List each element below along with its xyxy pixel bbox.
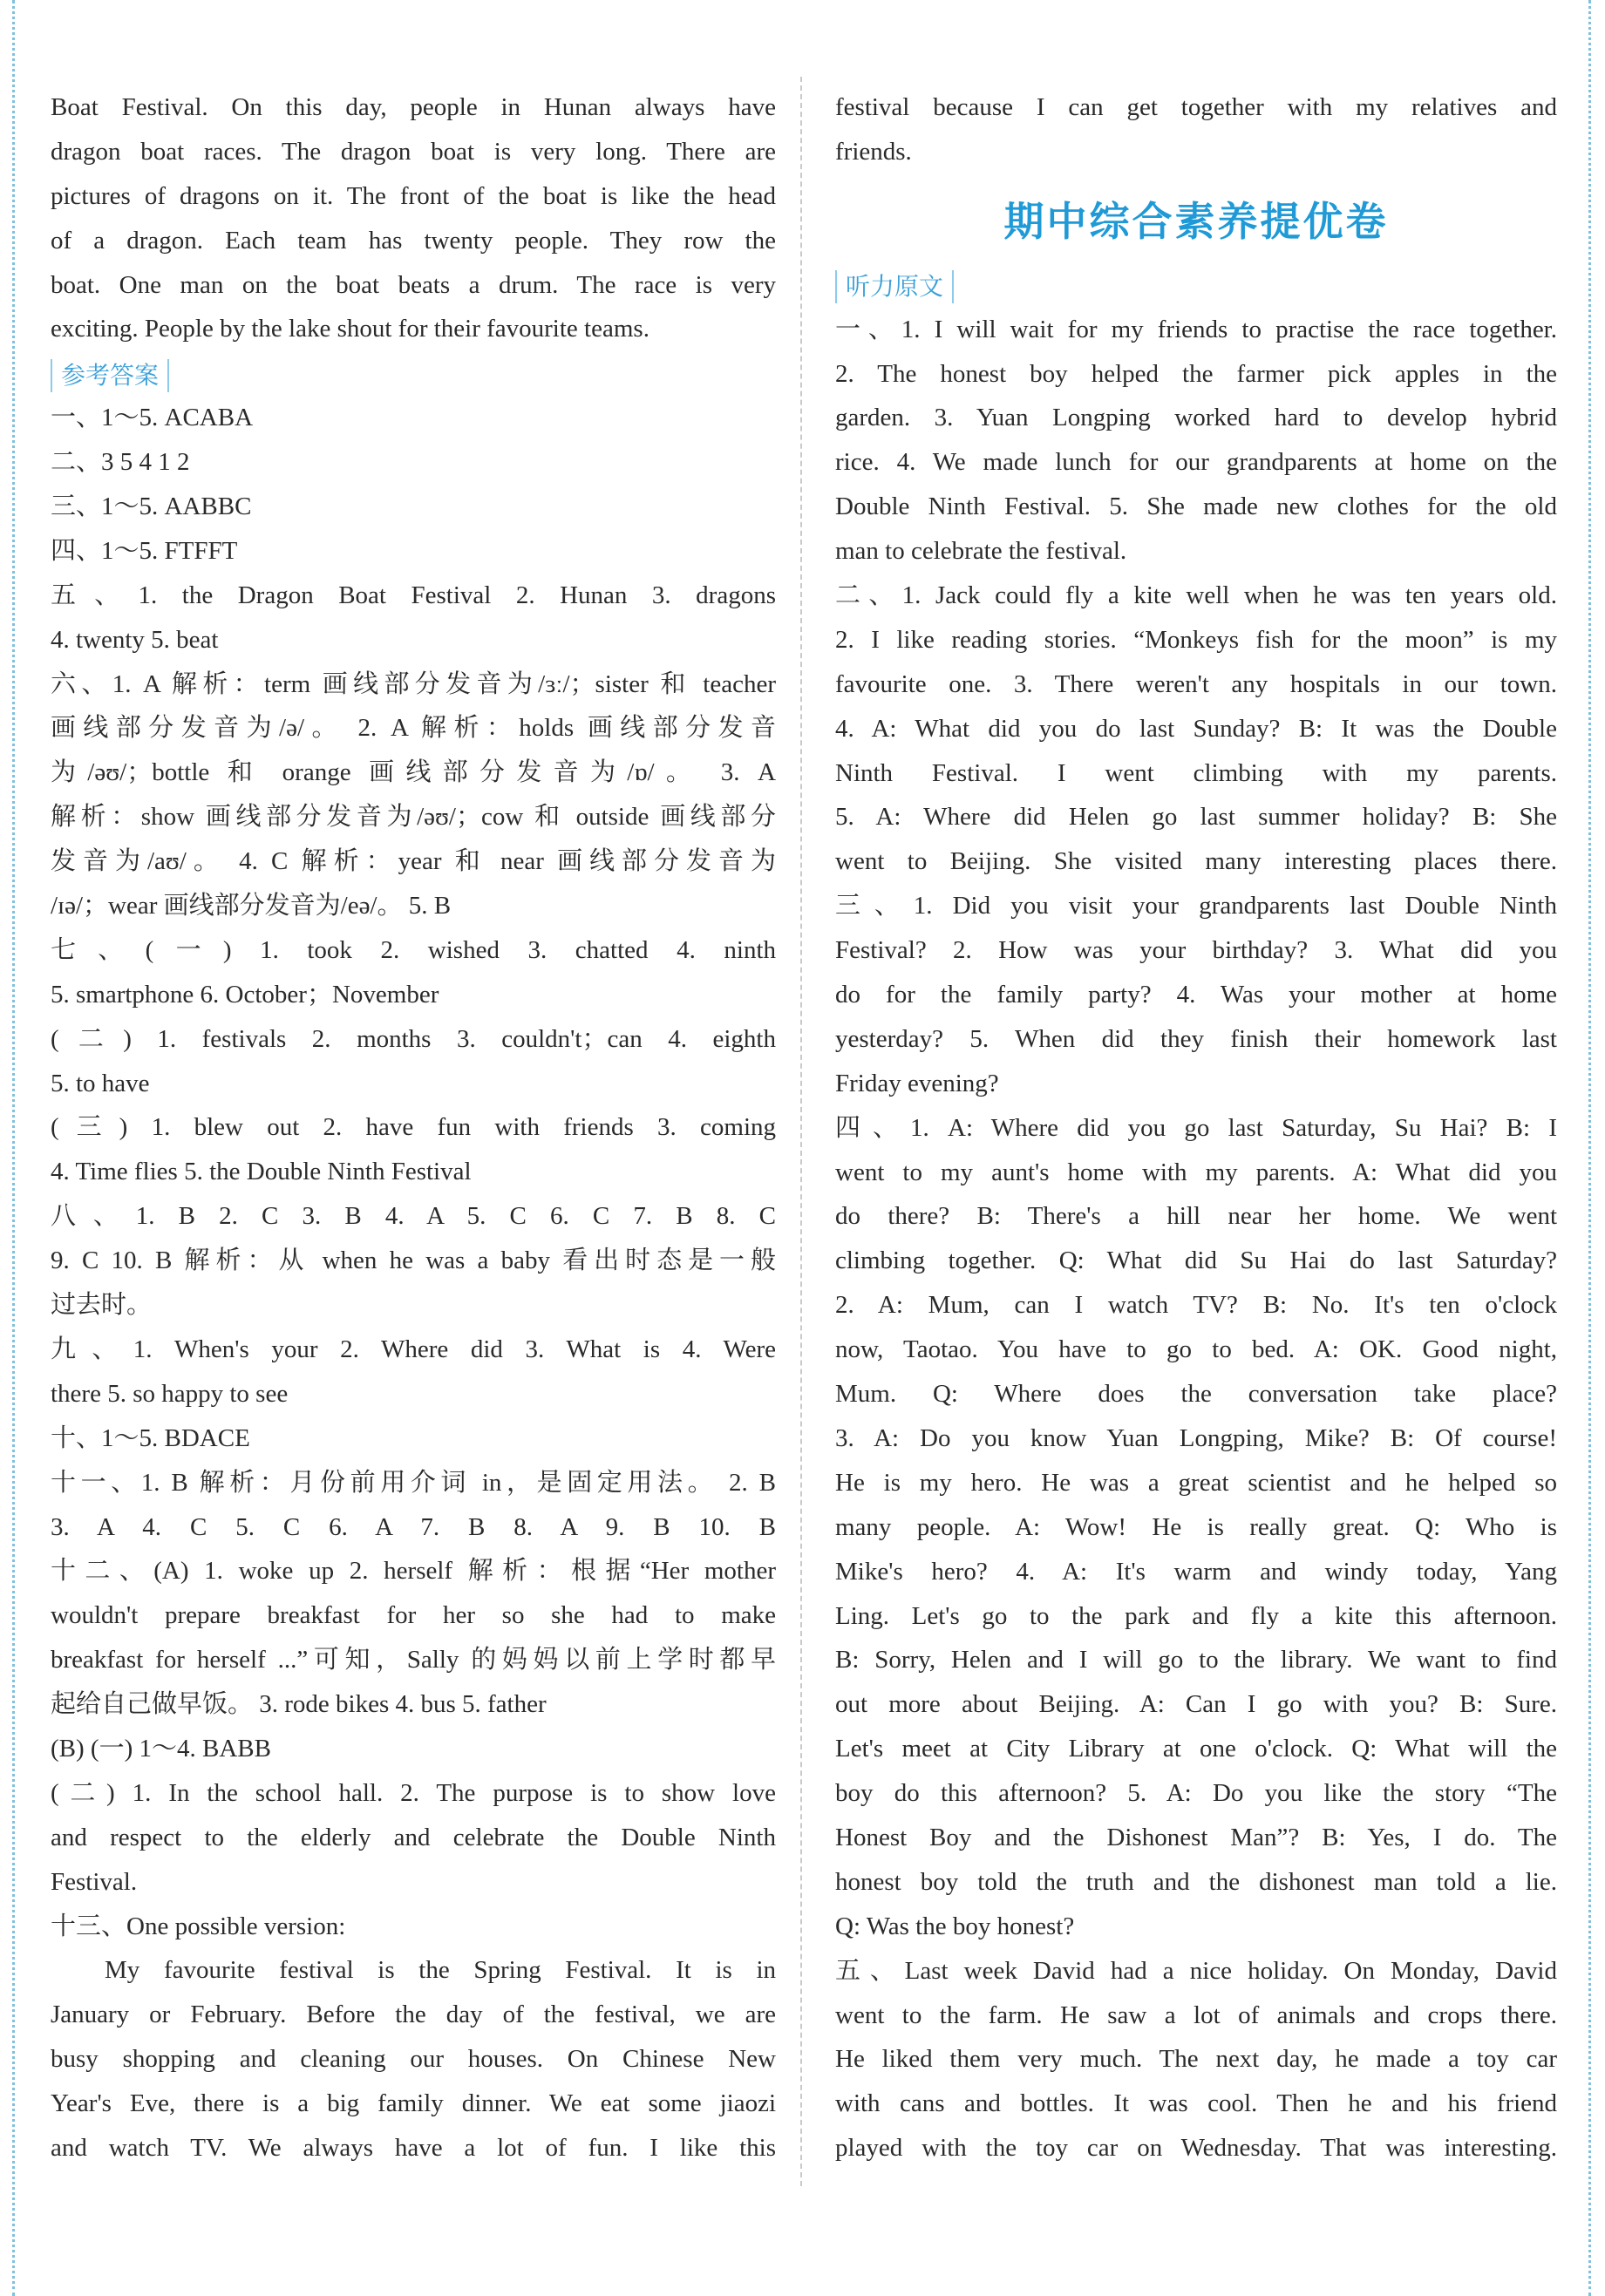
answer-line: 4. Time flies 5. the Double Ninth Festival <box>51 1158 472 1186</box>
text-line: Boat Festival. On this day, people in Hunan always have <box>51 93 776 121</box>
answer-line: 九、1. When's your 2. Where did 3. What is 4. Were <box>51 1335 776 1363</box>
left-column <box>51 85 776 2170</box>
answer-line: 十三、One possible version: <box>51 1912 346 1940</box>
transcript-line: 三、1. Did you visit your grandparents last Double Ninth <box>835 892 1557 920</box>
answer-line: 起给自己做早饭。 3. rode bikes 4. bus 5. father <box>51 1690 547 1719</box>
answer-line: 画线部分发音为/ə/。 2. A 解析：holds 画线部分发音 <box>51 714 776 743</box>
transcript-line: 2. I like reading stories. “Monkeys fish for the moon” is my <box>835 625 1557 654</box>
transcript-line: played with the toy car on Wednesday. That was interesting. <box>835 2134 1557 2163</box>
text-line: friends. <box>835 137 912 166</box>
answer-key-heading-row <box>51 351 776 396</box>
transcript-line: man to celebrate the festival. <box>835 537 1127 566</box>
answer-line: there 5. so happy to see <box>51 1379 289 1408</box>
transcript-line: 3. A: Do you know Yuan Longping, Mike? B: Of course! <box>835 1423 1557 1452</box>
answer-line: (B) (一) 1～4. BABB <box>51 1734 271 1763</box>
text-line: boat. One man on the boat beats a drum. The race is very <box>51 270 776 299</box>
answer-line: /ɪə/；wear 画线部分发音为/eə/。 5. B <box>51 892 452 920</box>
transcript-line: Festival? 2. How was your birthday? 3. What did you <box>835 936 1557 965</box>
transcript-line: honest boy told the truth and the dishonest man told a lie. <box>835 1867 1557 1896</box>
answer-line: 为/əʊ/；bottle 和 orange 画线部分发音为/ɒ/。 3. A <box>51 758 776 787</box>
transcript-line: do for the family party? 4. Was your mother at home <box>835 981 1557 1009</box>
transcript-line: with cans and bottles. It was cool. Then he and his friend <box>835 2089 1557 2118</box>
transcript-line: went to Beijing. She visited many interesting places there. <box>835 847 1557 876</box>
essay-line: Year's Eve, there is a big family dinner. We eat some jiaozi <box>51 2089 776 2118</box>
answer-line: 过去时。 <box>51 1291 153 1320</box>
transcript-line: went to my aunt's home with my parents. A: What did you <box>835 1158 1557 1186</box>
essay-line: and watch TV. We always have a lot of fun. I like this <box>51 2133 776 2162</box>
transcript-line: 4. A: What did you do last Sunday? B: It was the Double <box>835 714 1557 743</box>
transcript-line: Let's meet at City Library at one o'clock. Q: What will the <box>835 1735 1557 1763</box>
transcript-line: rice. 4. We made lunch for our grandparents at home on the <box>835 448 1557 477</box>
answer-key-heading: 参考答案 <box>51 359 169 392</box>
transcript-line: Honest Boy and the Dishonest Man”? B: Yes, I do. The <box>835 1823 1557 1851</box>
transcript-line: went to the farm. He saw a lot of animals and crops there. <box>835 2001 1557 2029</box>
right-column <box>835 85 1557 2170</box>
transcript-line: Q: Was the boy honest? <box>835 1912 1075 1940</box>
answer-line: 八、1. B 2. C 3. B 4. A 5. C 6. C 7. B 8. C <box>51 1202 776 1231</box>
text-line: festival because I can get together with my relatives and <box>835 93 1557 121</box>
answer-line: 十、1～5. BDACE <box>51 1423 250 1452</box>
transcript-line: He liked them very much. The next day, he made a toy car <box>835 2045 1557 2074</box>
text-line: exciting. People by the lake shout for their favourite teams. <box>51 315 649 343</box>
transcript-line: Mum. Q: Where does the conversation take place? <box>835 1380 1557 1409</box>
essay-line: busy shopping and cleaning our houses. On Chinese New <box>51 2045 776 2074</box>
transcript-line: Mike's hero? 4. A: It's warm and windy today, Yang <box>835 1557 1557 1586</box>
answer-line: 十一、1. B 解析：月份前用介词 in，是固定用法。 2. B <box>51 1468 776 1497</box>
column-divider <box>800 77 802 2186</box>
essay-line: January or February. Before the day of the festival, we are <box>51 2001 776 2029</box>
answer-line: 3. A 4. C 5. C 6. A 7. B 8. A 9. B 10. B <box>51 1512 776 1541</box>
answer-line: breakfast for herself ...”可知，Sally 的妈妈以前上学时都早 <box>51 1646 776 1674</box>
left-page-edge <box>12 0 15 2296</box>
transcript-line: B: Sorry, Helen and I will go to the library. We want to find <box>835 1646 1557 1674</box>
transcript-line: climbing together. Q: What did Su Hai do last Saturday? <box>835 1246 1557 1275</box>
section-title: 期中综合素养提优卷 <box>1003 197 1389 245</box>
transcript-line: 5. A: Where did Helen go last summer holiday? B: She <box>835 803 1557 832</box>
text-line: of a dragon. Each team has twenty people. They row the <box>51 226 776 255</box>
answer-line: 十二、(A) 1. woke up 2. herself 解析：根据“Her mother <box>51 1557 776 1586</box>
answer-line: (二) 1. festivals 2. months 3. couldn't；can 4. eighth <box>51 1024 776 1053</box>
transcript-heading-row <box>835 263 1557 308</box>
answer-line: 三、1～5. AABBC <box>51 492 252 521</box>
transcript-line: garden. 3. Yuan Longping worked hard to develop hybrid <box>835 404 1557 432</box>
transcript-line: 一、1. I will wait for my friends to practise the race together. <box>835 315 1557 343</box>
transcript-line: Ling. Let's go to the park and fly a kite this afternoon. <box>835 1601 1557 1630</box>
text-line: dragon boat races. The dragon boat is very long. There are <box>51 137 776 166</box>
transcript-line: favourite one. 3. There weren't any hospitals in our town. <box>835 669 1557 698</box>
answer-line: 二、3 5 4 1 2 <box>51 448 190 477</box>
text-line: pictures of dragons on it. The front of the boat is like the head <box>51 181 776 210</box>
answer-line: (二) 1. In the school hall. 2. The purpose is to show love <box>51 1778 776 1807</box>
transcript-line: He is my hero. He was a great scientist and he helped so <box>835 1468 1557 1497</box>
transcript-line: Double Ninth Festival. 5. She made new clothes for the old <box>835 492 1557 521</box>
answer-line: 五、1. the Dragon Boat Festival 2. Hunan 3. dragons <box>51 581 776 609</box>
transcript-line: Friday evening? <box>835 1069 999 1097</box>
answer-line: 5. smartphone 6. October；November <box>51 980 439 1009</box>
answer-line: 5. to have <box>51 1069 150 1097</box>
answer-line: Festival. <box>51 1867 138 1896</box>
transcript-line: yesterday? 5. When did they finish their homework last <box>835 1024 1557 1053</box>
transcript-line: 五、Last week David had a nice holiday. On Monday, David <box>835 1956 1557 1985</box>
answer-line: 解析：show 画线部分发音为/əʊ/；cow 和 outside 画线部分 <box>51 803 776 832</box>
transcript-line: 2. The honest boy helped the farmer pick apples in the <box>835 359 1557 388</box>
essay-line: My favourite festival is the Spring Festival. It is in <box>105 1956 776 1985</box>
answer-line: and respect to the elderly and celebrate the Double Ninth <box>51 1823 776 1851</box>
transcript-line: out more about Beijing. A: Can I go with you? B: Sure. <box>835 1690 1557 1719</box>
transcript-line: 2. A: Mum, can I watch TV? B: No. It's ten o'clock <box>835 1291 1557 1320</box>
answer-line: (三) 1. blew out 2. have fun with friends 3. coming <box>51 1113 776 1142</box>
answer-line: 七、(一) 1. took 2. wished 3. chatted 4. ninth <box>51 935 776 964</box>
answer-line: 六、1. A 解析：term 画线部分发音为/ɜː/；sister 和 teacher <box>51 669 776 698</box>
transcript-line: many people. A: Wow! He is really great. Q: Who is <box>835 1512 1557 1541</box>
answer-line: wouldn't prepare breakfast for her so she had to make <box>51 1601 776 1630</box>
transcript-line: Ninth Festival. I went climbing with my parents. <box>835 758 1557 787</box>
transcript-line: 四、1. A: Where did you go last Saturday, Su Hai? B: I <box>835 1113 1557 1142</box>
transcript-line: do there? B: There's a hill near her home. We went <box>835 1202 1557 1231</box>
transcript-line: 二、1. Jack could fly a kite well when he was ten years old. <box>835 581 1557 610</box>
answer-line: 9. C 10. B 解析：从 when he was a baby 看出时态是一般 <box>51 1246 776 1275</box>
answer-line: 一、1～5. ACABA <box>51 404 254 432</box>
transcript-heading: 听力原文 <box>835 270 954 303</box>
transcript-line: boy do this afternoon? 5. A: Do you like the story “The <box>835 1779 1557 1808</box>
answer-line: 发音为/aʊ/。 4. C 解析：year 和 near 画线部分发音为 <box>51 847 776 876</box>
answer-line: 4. twenty 5. beat <box>51 625 219 654</box>
section-title-row <box>835 174 1557 263</box>
answer-line: 四、1～5. FTFFT <box>51 536 238 565</box>
right-page-edge <box>1588 0 1591 2296</box>
transcript-line: now, Taotao. You have to go to bed. A: OK. Good night, <box>835 1335 1557 1364</box>
